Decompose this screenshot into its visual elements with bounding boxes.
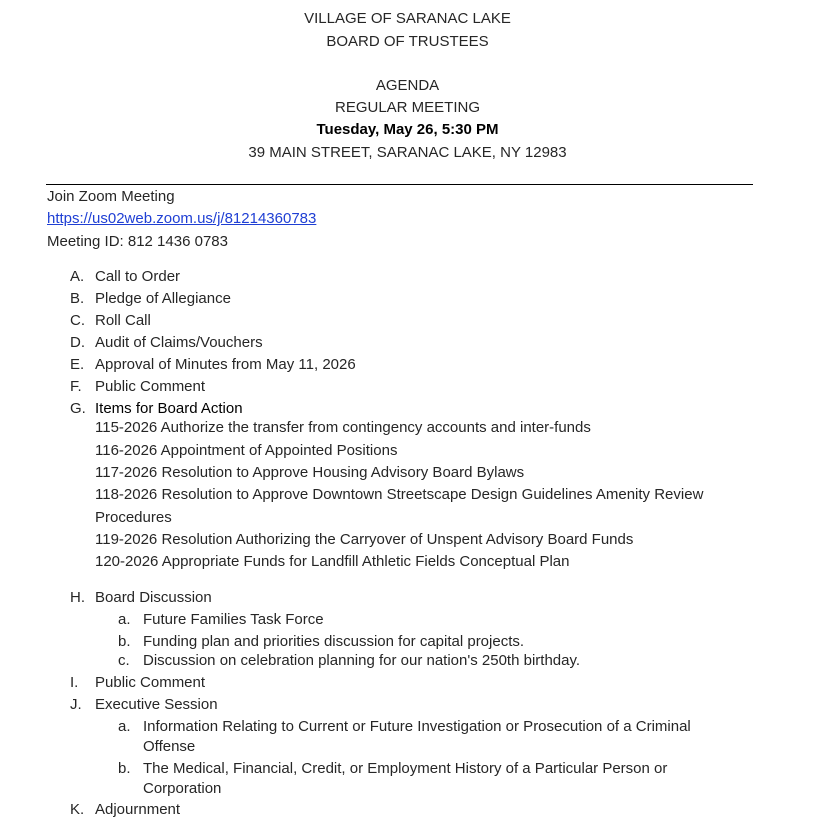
resolution-119: 119-2026 Resolution Authorizing the Carryover of Unspent Advisory Board Funds: [95, 531, 634, 548]
item-text: Roll Call: [95, 312, 151, 329]
resolution-120: 120-2026 Appropriate Funds for Landfill Athletic Fields Conceptual Plan: [95, 553, 570, 570]
item-text: Executive Session: [95, 696, 218, 713]
sub-item-marker: a.: [118, 611, 131, 628]
sub-item-text: Funding plan and priorities discussion for capital projects.: [143, 633, 525, 650]
sub-item-marker: a.: [118, 718, 131, 735]
item-marker: I.: [70, 674, 79, 691]
sub-item-marker: b.: [118, 633, 131, 650]
sub-item-marker: c.: [118, 652, 130, 669]
resolution-117: 117-2026 Resolution to Approve Housing Advisory Board Bylaws: [95, 464, 525, 481]
sub-item-text: Discussion on celebration planning for our nation's 250th birthday.: [143, 652, 581, 669]
sub-item-text-continued: Offense: [143, 738, 196, 755]
item-marker: E.: [70, 356, 85, 373]
sub-item-text: Future Families Task Force: [143, 611, 324, 628]
sub-item-text-continued: Corporation: [143, 780, 222, 797]
item-text: Board Discussion: [95, 589, 212, 606]
item-marker: A.: [70, 268, 85, 285]
item-text: Approval of Minutes from May 11, 2026: [95, 356, 356, 373]
resolution-116: 116-2026 Appointment of Appointed Positions: [95, 442, 398, 459]
item-text: Public Comment: [95, 674, 206, 691]
item-marker: J.: [70, 696, 82, 713]
meeting-address: 39 MAIN STREET, SARANAC LAKE, NY 12983: [248, 144, 567, 161]
org-name: VILLAGE OF SARANAC LAKE: [304, 10, 511, 27]
item-text: Audit of Claims/Vouchers: [95, 334, 263, 351]
doc-type: AGENDA: [375, 77, 440, 94]
item-text: Call to Order: [95, 268, 181, 285]
item-text: Items for Board Action: [95, 400, 243, 417]
zoom-label: Join Zoom Meeting: [47, 188, 175, 205]
item-marker: F.: [70, 378, 82, 395]
board-name: BOARD OF TRUSTEES: [326, 33, 489, 50]
meeting-datetime: Tuesday, May 26, 5:30 PM: [316, 121, 499, 138]
item-marker: C.: [70, 312, 85, 329]
sub-item-text: Information Relating to Current or Future Investigation or Prosecution of a Criminal: [143, 718, 691, 735]
item-marker: H.: [70, 589, 85, 606]
zoom-link[interactable]: https://us02web.zoom.us/j/81214360783: [47, 210, 317, 227]
sub-item-marker: b.: [118, 760, 131, 777]
item-marker: B.: [70, 290, 85, 307]
item-marker: G.: [70, 400, 86, 417]
header-divider: [46, 184, 753, 185]
sub-item-text: The Medical, Financial, Credit, or Employment History of a Particular Person or: [143, 760, 668, 777]
zoom-meeting-id: Meeting ID: 812 1436 0783: [47, 233, 228, 250]
resolution-118: 118-2026 Resolution to Approve Downtown Streetscape Design Guidelines Amenity Review: [95, 486, 704, 503]
meeting-type: REGULAR MEETING: [334, 99, 481, 116]
resolution-118-continued: Procedures: [95, 509, 172, 526]
item-marker: D.: [70, 334, 85, 351]
item-text: Pledge of Allegiance: [95, 290, 231, 307]
item-text: Adjournment: [95, 801, 181, 818]
item-text: Public Comment: [95, 378, 206, 395]
resolution-115: 115-2026 Authorize the transfer from contingency accounts and inter-funds: [95, 419, 591, 436]
item-marker: K.: [70, 801, 85, 818]
